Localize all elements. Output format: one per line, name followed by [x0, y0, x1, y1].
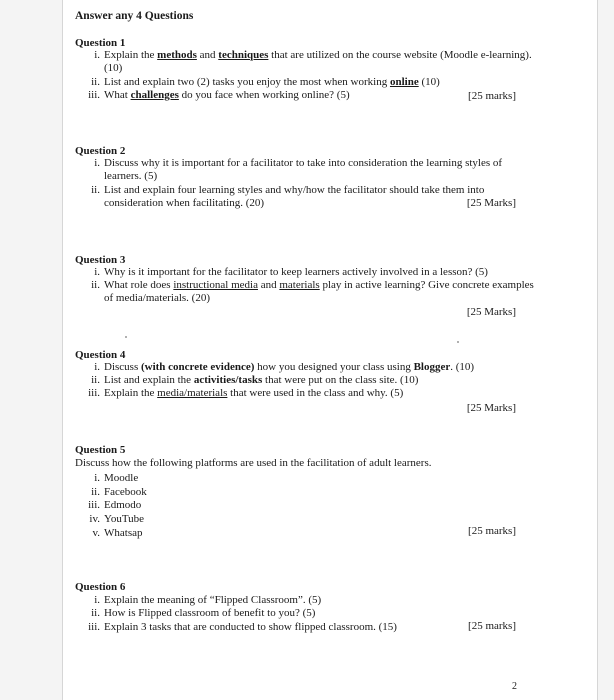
item-number: iv. [89, 513, 100, 525]
page-number: 2 [512, 681, 517, 692]
item-number: iii. [88, 387, 100, 399]
text-run: media/materials [157, 387, 228, 399]
document-page [63, 0, 596, 700]
text-run: Facebook [104, 486, 147, 498]
text-run: Moodle [104, 472, 139, 484]
item-number: ii. [91, 374, 100, 386]
item-number: iii. [88, 621, 100, 633]
text-run: activities/tasks [193, 374, 263, 386]
text-run: instructional media [173, 279, 258, 291]
text-run: Discuss why it is important for a facilitator to take into consideration the learning styles of learners. (5) [104, 157, 503, 182]
text-run: What [104, 89, 131, 101]
text-run: materials [279, 279, 320, 291]
text-run: and [257, 279, 280, 291]
item-number: ii. [91, 184, 100, 196]
scan-speck [457, 341, 459, 343]
question-title: Question 1 [75, 37, 126, 49]
marks-label: [25 marks] [468, 620, 516, 632]
instructions-heading: Answer any 4 Questions [75, 10, 194, 22]
item-number: ii. [91, 279, 100, 291]
text-run: challenges [130, 89, 179, 101]
item-number: i. [94, 361, 100, 373]
text-run: that were put on the class site. (10) [262, 374, 419, 386]
item-number: iii. [88, 499, 100, 511]
scan-speck [125, 336, 127, 338]
item-number: ii. [91, 76, 100, 88]
question-title: Question 6 [75, 581, 126, 593]
text-run: List and explain two (2) tasks you enjoy the most when working [104, 76, 390, 88]
question-title: Question 5 [75, 444, 126, 456]
text-run: YouTube [104, 513, 145, 525]
text-run: (with concrete evidence) [140, 361, 255, 373]
item-number: v. [92, 527, 100, 539]
item-text [104, 607, 534, 620]
marks-label: [25 Marks] [466, 197, 516, 209]
text-run: Explain the [104, 49, 158, 61]
text-run: (10) [418, 76, 440, 88]
text-run: play in active learning? Give concrete examples of media/materials. (20) [104, 279, 534, 304]
question-intro: Discuss how the following platforms are used in the facilitation of adult learners. [75, 457, 432, 469]
question-title: Question 2 [75, 145, 126, 157]
item-text [104, 486, 534, 499]
item-number: ii. [91, 486, 100, 498]
item-text [104, 472, 534, 485]
text-run: do you face when working online? (5) [178, 89, 350, 101]
item-text [104, 594, 534, 607]
text-run: how you designed your class using [254, 361, 414, 373]
question-title: Question 4 [75, 349, 126, 361]
item-text [104, 374, 534, 387]
text-run: Explain the meaning of “Flipped Classroom”. (5) [104, 594, 322, 606]
viewer-right-margin [597, 0, 614, 700]
text-run: Edmodo [104, 499, 142, 511]
item-text [104, 49, 534, 75]
viewer-left-margin [0, 0, 63, 700]
marks-label: [25 marks] [468, 525, 516, 537]
text-run: Explain 3 tasks that are conducted to show flipped classroom. (15) [104, 621, 397, 633]
text-run: List and explain the [104, 374, 194, 386]
text-run: List and explain four learning styles and why/how the facilitator should take them into consideration when facilitating. (20) [104, 184, 485, 209]
text-run: Why is it important for the facilitator to keep learners actively involved in a lesson? (5) [104, 266, 488, 278]
text-run: How is Flipped classroom of benefit to you? (5) [104, 607, 316, 619]
item-number: i. [94, 49, 100, 61]
item-text [104, 361, 534, 374]
text-run: methods [157, 49, 197, 61]
item-text [104, 387, 534, 400]
item-number: ii. [91, 607, 100, 619]
item-number: iii. [88, 89, 100, 101]
text-run: techniques [218, 49, 269, 61]
item-text [104, 499, 534, 512]
marks-label: [25 Marks] [466, 402, 516, 414]
question-title: Question 3 [75, 254, 126, 266]
item-number: i. [94, 472, 100, 484]
text-run: Discuss [104, 361, 141, 373]
text-run: Explain the [104, 387, 158, 399]
item-number: i. [94, 157, 100, 169]
item-text [104, 157, 534, 183]
text-run: Blogger [413, 361, 451, 373]
item-number: i. [94, 266, 100, 278]
text-run: that were used in the class and why. (5) [227, 387, 404, 399]
text-run: Whatsap [104, 527, 143, 539]
marks-label: [25 Marks] [466, 306, 516, 318]
text-run: and [196, 49, 219, 61]
item-text [104, 266, 534, 279]
marks-label: [25 marks] [468, 90, 516, 102]
item-number: i. [94, 594, 100, 606]
text-run: . (10) [450, 361, 475, 373]
text-run: What role does [104, 279, 174, 291]
item-text [104, 76, 534, 89]
text-run: online [389, 76, 419, 88]
text-run: that are utilized on the course website (Moodle e-learning). (10) [104, 49, 532, 74]
item-text [104, 279, 534, 305]
